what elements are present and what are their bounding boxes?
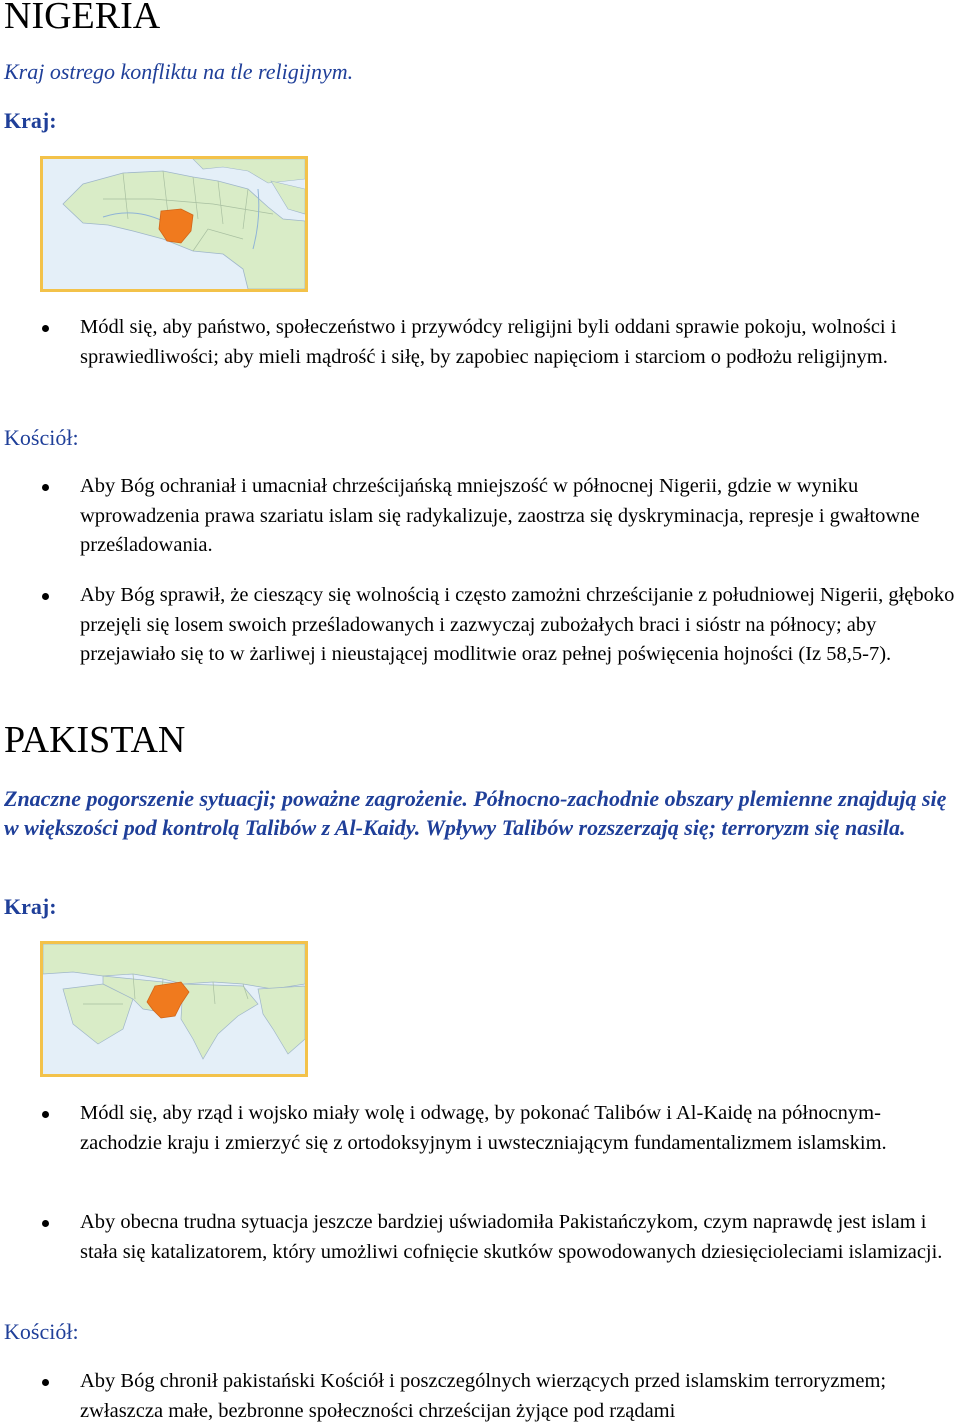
pakistan-country-item-1: Módl się, aby rząd i wojsko miały wolę i odwagę, by pokonać Talibów i Al-Kaidę na północnym-zachodzie kraju i zmierzyć się z ortodoksyjnym i uwsteczniającym fundamentalizmem islamskim. bbox=[80, 1099, 958, 1158]
pakistan-country-item-2: Aby obecna trudna sytuacja jeszcze bardziej uświadomiła Pakistańczykom, czym naprawdę jest islam i stała się katalizatorem, który umożliwi cofnięcie skutków spowodowanych dziesięcioleciami islamizacji. bbox=[80, 1208, 958, 1267]
pakistan-subtitle: Znaczne pogorszenie sytuacji; poważne zagrożenie. Północno-zachodnie obszary plemienne znajdują się w większości pod kontrolą Talibów z Al-Kaidy. Wpływy Talibów rozszerzają się; terroryzm się nasila. bbox=[4, 786, 947, 840]
nigeria-country-item-1: Módl się, aby państwo, społeczeństwo i przywódcy religijni byli oddani sprawie pokoju, wolności i sprawiedliwości; aby mieli mądrość i siłę, by zapobiec napięciom i starciom o podłożu religijnym. bbox=[80, 313, 958, 372]
nigeria-church-item-2: Aby Bóg sprawił, że cieszący się wolnością i często zamożni chrześcijanie z południowej Nigerii, głęboko przejęli się losem swoich prześladowanych i zazwyczaj zubożałych braci i sióstr na północy; aby przejawiało się to w żarliwej i nieustającej modlitwie oraz pełnej poświęcenia hojności (Iz 58,5-7). bbox=[80, 581, 958, 670]
pakistan-church-item-1: Aby Bóg chronił pakistański Kościół i poszczególnych wierzących przed islamskim terroryzmem; zwłaszcza małe, bezbronne społeczności chrześcijan żyjące pod rządami bbox=[80, 1367, 958, 1426]
nigeria-church-label: Kościół: bbox=[4, 425, 79, 450]
nigeria-subtitle: Kraj ostrego konfliktu na tle religijnym. bbox=[4, 59, 354, 84]
nigeria-map bbox=[40, 156, 308, 292]
nigeria-title: NIGERIA bbox=[4, 0, 161, 37]
africa-map-icon bbox=[43, 159, 305, 289]
nigeria-country-label: Kraj: bbox=[4, 108, 57, 133]
nigeria-church-item-1: Aby Bóg ochraniał i umacniał chrześcijańską mniejszość w północnej Nigerii, gdzie w wyniku wprowadzenia prawa szariatu islam się radykalizuje, zaostrza się dyskryminacja, represje i gwałtowne prześladowania. bbox=[80, 472, 958, 561]
pakistan-map bbox=[40, 941, 308, 1077]
pakistan-country-label: Kraj: bbox=[4, 894, 57, 919]
asia-map-icon bbox=[43, 944, 305, 1074]
pakistan-title: PAKISTAN bbox=[4, 719, 186, 761]
pakistan-church-label: Kościół: bbox=[4, 1319, 79, 1344]
